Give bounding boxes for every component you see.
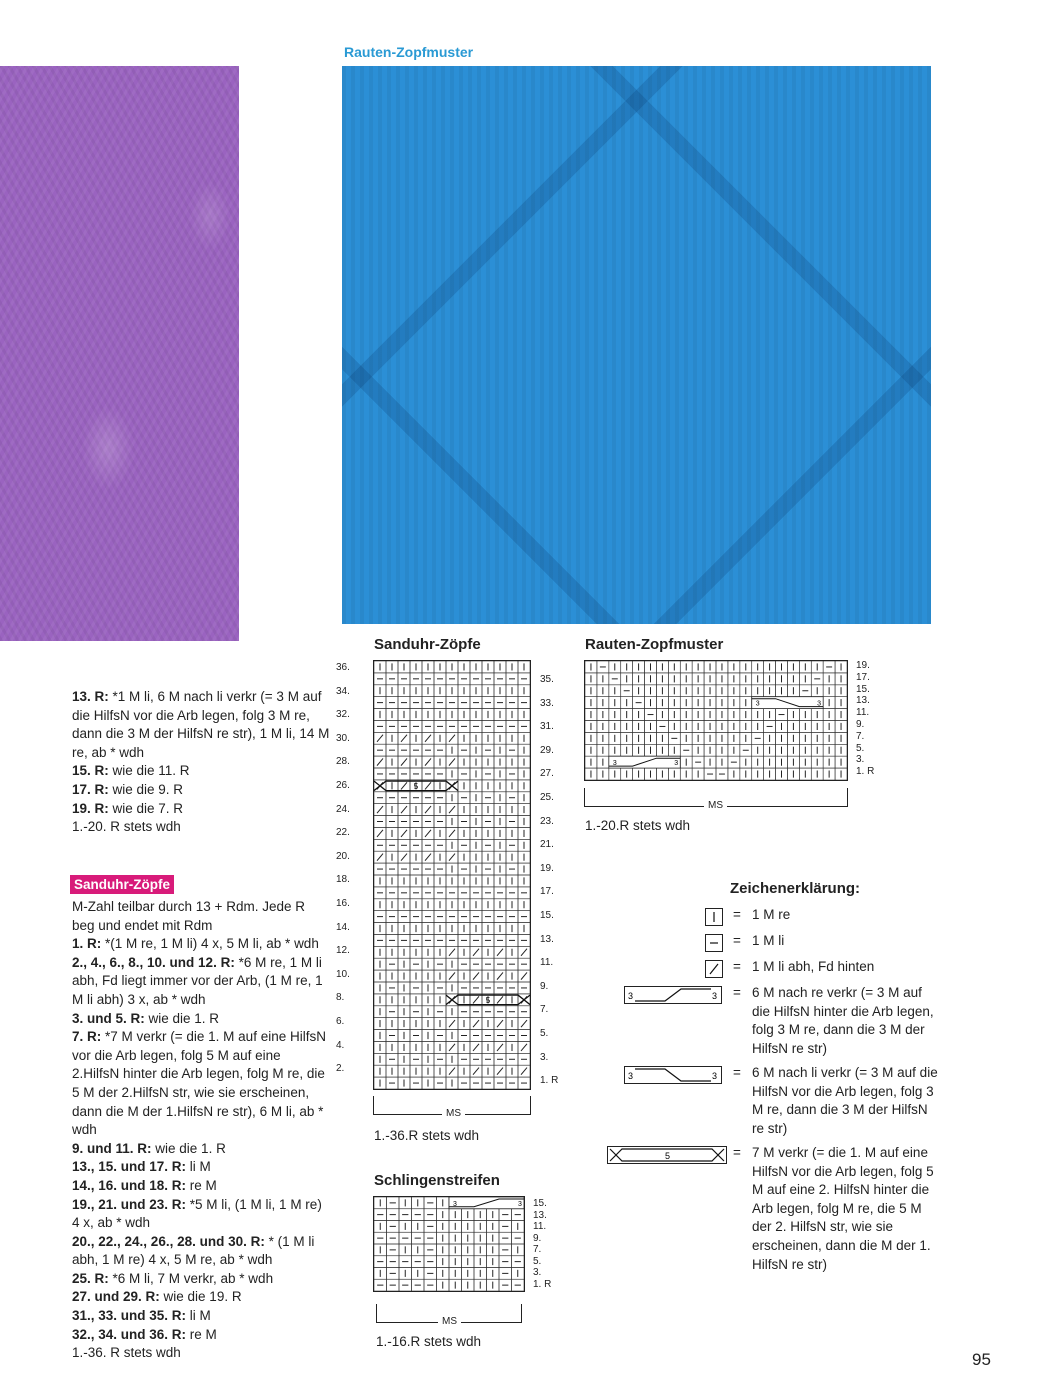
instruction-line bbox=[72, 762, 330, 781]
cable-label: 3 bbox=[712, 991, 718, 1001]
cable-label: 5 bbox=[413, 781, 419, 791]
slip-stitch bbox=[497, 1068, 503, 1075]
instruction-line bbox=[72, 1010, 330, 1029]
instruction-line bbox=[72, 1288, 330, 1307]
row-number: 9. bbox=[533, 1232, 542, 1244]
legend-description: 1 M re bbox=[752, 907, 791, 922]
legend-description: 6 M nach re verkr (= 3 M auf die HilfsN hinter die Arb legen, folg 3 M re, dann die 3 M der HilfsN re str) bbox=[752, 985, 934, 1056]
row-label: 17. R: bbox=[72, 781, 109, 797]
instruction-text: *1 M li, 6 M nach li verkr (= 3 M auf die HilfsN vor die Arb legen, folg 3 M re, dann die 3 M der HilfsN re str), 1 M li, 14 M re, ab * wdh bbox=[72, 689, 330, 760]
row-number: 32. bbox=[336, 709, 350, 721]
instruction-line bbox=[72, 781, 330, 800]
row-number: 9. bbox=[540, 980, 549, 992]
legend-equals: = bbox=[733, 907, 741, 922]
row-label: 2., 4., 6., 8., 10. und 12. R: bbox=[72, 954, 235, 970]
slip-stitch bbox=[473, 996, 479, 1003]
row-number: 27. bbox=[540, 768, 554, 780]
slip-stitch bbox=[473, 1020, 479, 1027]
row-number: 13. bbox=[533, 1209, 547, 1221]
cable-label: 5 bbox=[665, 1151, 671, 1161]
legend-heading: Zeichenerklärung: bbox=[730, 880, 861, 897]
page-number: 95 bbox=[972, 1350, 991, 1369]
row-number: 34. bbox=[336, 685, 350, 697]
slip-stitch bbox=[401, 854, 407, 861]
slip-stitch bbox=[497, 996, 503, 1003]
slip-stitch bbox=[377, 806, 383, 813]
cable-label: 3 bbox=[674, 760, 679, 768]
knit-photo-rauten bbox=[342, 66, 931, 624]
row-number: 26. bbox=[336, 780, 350, 791]
row-number: 13. bbox=[856, 695, 870, 707]
row-number: 8. bbox=[336, 992, 345, 1004]
instruction-text: wie die 7. R bbox=[108, 800, 184, 816]
row-number: 5. bbox=[540, 1028, 549, 1039]
instruction-line bbox=[72, 1177, 330, 1196]
row-label: 27. und 29. R: bbox=[72, 1289, 160, 1305]
instruction-line bbox=[72, 1307, 330, 1326]
row-label: 13. R: bbox=[72, 689, 109, 704]
instruction-line bbox=[72, 1028, 330, 1140]
row-label: 13., 15. und 17. R: bbox=[72, 1159, 187, 1175]
instruction-line bbox=[72, 1158, 330, 1177]
instruction-text: wie die 11. R bbox=[108, 763, 190, 779]
legend-equals: = bbox=[733, 933, 741, 948]
slip-symbol-icon bbox=[705, 960, 723, 978]
chart-grid-rauten bbox=[584, 660, 848, 781]
row-number: 4. bbox=[336, 1039, 345, 1051]
row-number: 11. bbox=[533, 1221, 547, 1232]
instructions-sanduhr bbox=[72, 898, 330, 1363]
row-label: 19. R: bbox=[72, 800, 109, 816]
legend-description: 7 M verkr (= die 1. M auf eine HilfsN vor die Arb legen, folg 5 M auf eine 2. HilfsN hinter die Arb legen, folg M re, die 5 M der 2. HilfsN str, wie sie erscheinen, dann die M der 1. HilfsN re str) bbox=[752, 1145, 934, 1272]
row-label: 32., 34. und 36. R: bbox=[72, 1326, 187, 1342]
slip-stitch bbox=[521, 972, 527, 979]
instruction-text: 1.-36. R stets wdh bbox=[72, 1345, 181, 1361]
legend-equals: = bbox=[733, 1065, 741, 1080]
row-number: 35. bbox=[540, 674, 554, 685]
slip-stitch bbox=[449, 830, 455, 837]
slip-stitch bbox=[425, 735, 431, 742]
instruction-text: *6 M re, 1 M li abh, Fd liegt immer vor der Arb, (1 M re, 1 M li abh) 3 x, ab * wdh bbox=[72, 954, 323, 1007]
row-number: 3. bbox=[533, 1267, 542, 1278]
cable-right-symbol-icon bbox=[624, 986, 722, 1004]
instruction-text: li M bbox=[186, 1159, 211, 1175]
ms-label-sanduhr: MS bbox=[442, 1108, 465, 1119]
row-number: 7. bbox=[533, 1244, 542, 1255]
slip-stitch bbox=[425, 758, 431, 765]
slip-stitch bbox=[401, 782, 407, 789]
instruction-text: re M bbox=[186, 1177, 217, 1193]
slip-stitch bbox=[401, 806, 407, 813]
slip-stitch bbox=[497, 1044, 503, 1051]
row-number: 17. bbox=[856, 671, 870, 683]
instruction-text: li M bbox=[186, 1308, 211, 1324]
cable-label: 3 bbox=[755, 700, 760, 708]
row-number: 22. bbox=[336, 827, 350, 839]
slip-stitch bbox=[449, 1020, 455, 1027]
cable-label: 3 bbox=[518, 1200, 522, 1208]
row-number: 30. bbox=[336, 732, 350, 744]
row-number: 15. bbox=[856, 683, 870, 695]
instruction-line bbox=[72, 954, 330, 1010]
slip-stitch bbox=[449, 1068, 455, 1075]
row-number: 1. R bbox=[856, 766, 875, 778]
row-number: 15. bbox=[540, 910, 554, 921]
row-number: 2. bbox=[336, 1063, 345, 1075]
row-number: 9. bbox=[856, 719, 865, 730]
instruction-text: *5 M li, (1 M li, 1 M re) 4 x, ab * wdh bbox=[72, 1196, 322, 1231]
slip-stitch bbox=[425, 782, 431, 789]
slip-stitch bbox=[521, 1020, 527, 1027]
row-number: 19. bbox=[540, 862, 554, 874]
row-label: 20., 22., 24., 26., 28. und 30. R: bbox=[72, 1233, 265, 1249]
row-number: 31. bbox=[540, 721, 554, 733]
instruction-text: 1.-20. R stets wdh bbox=[72, 819, 181, 835]
instruction-text: wie die 9. R bbox=[108, 781, 184, 797]
row-label: 31., 33. und 35. R: bbox=[72, 1308, 187, 1324]
slip-stitch bbox=[425, 854, 431, 861]
legend-equals: = bbox=[733, 959, 741, 974]
instruction-line bbox=[72, 800, 330, 819]
instruction-line bbox=[72, 688, 330, 762]
cable-label: 5 bbox=[485, 995, 491, 1005]
slip-stitch bbox=[377, 735, 383, 742]
purl-symbol-icon bbox=[705, 934, 723, 952]
instruction-line bbox=[72, 1233, 330, 1270]
cable-label: 3 bbox=[817, 700, 822, 708]
row-number: 3. bbox=[540, 1051, 549, 1063]
instruction-text: * (1 M li abh, 1 M re) 4 x, 5 M re, ab * wdh bbox=[72, 1233, 315, 1268]
cable-label: 3 bbox=[612, 760, 617, 768]
legend-description: 6 M nach li verkr (= 3 M auf die HilfsN vor die Arb legen, folg 3 M re, dann die 3 M der HilfsN re str) bbox=[752, 1065, 938, 1136]
row-number: 3. bbox=[856, 754, 865, 766]
legend-equals: = bbox=[733, 985, 741, 1000]
chart-heading-sanduhr: Sanduhr-Zöpfe bbox=[374, 636, 481, 653]
row-label: 14., 16. und 18. R: bbox=[72, 1177, 187, 1193]
slip-stitch bbox=[497, 949, 503, 956]
cross-7-symbol-icon bbox=[607, 1146, 727, 1164]
instruction-line bbox=[72, 1196, 330, 1233]
slip-stitch bbox=[377, 758, 383, 765]
row-number: 33. bbox=[540, 697, 554, 709]
row-label: 25. R: bbox=[72, 1270, 109, 1286]
slip-stitch bbox=[377, 830, 383, 837]
slip-stitch bbox=[497, 1020, 503, 1027]
cable-label: 3 bbox=[628, 991, 634, 1001]
knit-symbol-icon bbox=[705, 908, 723, 926]
slip-stitch bbox=[473, 972, 479, 979]
row-number: 5. bbox=[533, 1255, 542, 1267]
row-label: 1. R: bbox=[72, 936, 102, 952]
row-number: 12. bbox=[336, 945, 350, 957]
cable-left-symbol-icon bbox=[624, 1066, 722, 1084]
slip-stitch bbox=[473, 1068, 479, 1075]
instruction-text: *(1 M re, 1 M li) 4 x, 5 M li, ab * wdh bbox=[101, 936, 319, 952]
instruction-line bbox=[72, 818, 330, 837]
chart-grid-sanduhr bbox=[373, 660, 531, 1090]
instruction-text: *6 M li, 7 M verkr, ab * wdh bbox=[108, 1270, 274, 1286]
slip-stitch bbox=[377, 854, 383, 861]
row-number: 19. bbox=[856, 660, 870, 671]
legend-description: 1 M li abh, Fd hinten bbox=[752, 959, 875, 974]
chart-heading-schlingen: Schlingenstreifen bbox=[374, 1172, 500, 1189]
row-number: 16. bbox=[336, 898, 350, 909]
slip-stitch bbox=[473, 1044, 479, 1051]
slip-stitch bbox=[521, 1044, 527, 1051]
instruction-text: wie die 1. R bbox=[144, 1010, 220, 1026]
instruction-text: *7 M verkr (= die 1. M auf eine HilfsN vor die Arb legen, folg 5 M auf eine 2.HilfsN hinter die Arb legen, folg M re, die 5 M der 2.HilfsN str, wie sie erscheinen, dann die M der 1.HilfsN re str), 6 M li, ab * wdh bbox=[72, 1029, 326, 1138]
ms-label-schlingen: MS bbox=[438, 1316, 461, 1327]
slip-stitch bbox=[449, 758, 455, 765]
cable-label: 3 bbox=[453, 1200, 457, 1208]
row-number: 25. bbox=[540, 792, 554, 803]
slip-stitch bbox=[401, 735, 407, 742]
row-number: 7. bbox=[540, 1004, 549, 1016]
instruction-line bbox=[72, 1140, 330, 1159]
instruction-text: wie die 19. R bbox=[159, 1289, 242, 1305]
row-number: 1. R bbox=[540, 1075, 559, 1087]
slip-stitch bbox=[449, 972, 455, 979]
instruction-line bbox=[72, 1344, 330, 1363]
instruction-line bbox=[72, 898, 330, 935]
slip-stitch bbox=[449, 949, 455, 956]
instruction-text: M-Zahl teilbar durch 13 + Rdm. Jede R beg und endet mit Rdm bbox=[72, 899, 305, 933]
slip-stitch bbox=[521, 949, 527, 956]
section-badge-sanduhr: Sanduhr-Zöpfe bbox=[70, 875, 174, 894]
row-number: 6. bbox=[336, 1016, 345, 1027]
instruction-text: re M bbox=[186, 1326, 217, 1342]
slip-stitch bbox=[401, 758, 407, 765]
instruction-line bbox=[72, 1270, 330, 1289]
row-number: 10. bbox=[336, 968, 350, 980]
slip-stitch bbox=[449, 806, 455, 813]
slip-stitch bbox=[521, 1068, 527, 1075]
row-number: 11. bbox=[540, 957, 554, 969]
ms-label-rauten: MS bbox=[704, 800, 727, 811]
row-label: 7. R: bbox=[72, 1029, 102, 1045]
row-number: 14. bbox=[336, 921, 350, 933]
slip-stitch bbox=[401, 830, 407, 837]
row-number: 20. bbox=[336, 850, 350, 862]
knit-photo-sanduhr bbox=[0, 66, 239, 641]
slip-stitch bbox=[449, 854, 455, 861]
cable-label: 3 bbox=[712, 1071, 718, 1081]
slip-stitch bbox=[497, 972, 503, 979]
chart-heading-rauten: Rauten-Zopfmuster bbox=[585, 636, 724, 653]
row-number: 28. bbox=[336, 756, 350, 768]
row-number: 36. bbox=[336, 662, 350, 673]
row-number: 1. R bbox=[533, 1278, 552, 1290]
chart-grid-schlingen bbox=[373, 1196, 525, 1292]
row-label: 19., 21. und 23. R: bbox=[72, 1196, 187, 1212]
cable-label: 3 bbox=[628, 1071, 634, 1081]
row-number: 11. bbox=[856, 707, 870, 719]
row-number: 23. bbox=[540, 815, 554, 827]
row-label: 9. und 11. R: bbox=[72, 1140, 152, 1156]
instruction-line bbox=[72, 1326, 330, 1345]
row-number: 7. bbox=[856, 730, 865, 742]
slip-stitch bbox=[449, 735, 455, 742]
slip-stitch bbox=[425, 830, 431, 837]
row-number: 24. bbox=[336, 803, 350, 815]
slip-stitch bbox=[473, 949, 479, 956]
row-number: 15. bbox=[533, 1198, 547, 1209]
instruction-text: wie die 1. R bbox=[151, 1140, 226, 1156]
legend-equals: = bbox=[733, 1145, 741, 1160]
row-number: 21. bbox=[540, 839, 554, 851]
slip-stitch bbox=[425, 806, 431, 813]
row-label: 15. R: bbox=[72, 763, 109, 779]
row-label: 3. und 5. R: bbox=[72, 1010, 145, 1026]
repeat-note-schlingen: 1.-16.R stets wdh bbox=[376, 1334, 482, 1349]
repeat-note-rauten: 1.-20.R stets wdh bbox=[585, 818, 691, 833]
pattern-title-rauten: Rauten-Zopfmuster bbox=[344, 44, 474, 60]
instruction-line bbox=[72, 935, 330, 954]
repeat-note-sanduhr: 1.-36.R stets wdh bbox=[374, 1128, 480, 1143]
row-number: 5. bbox=[856, 742, 865, 754]
row-number: 13. bbox=[540, 933, 554, 945]
row-number: 29. bbox=[540, 744, 554, 756]
legend-description: 1 M li bbox=[752, 933, 785, 948]
slip-stitch bbox=[449, 1044, 455, 1051]
instructions-continuation bbox=[72, 688, 330, 837]
row-number: 18. bbox=[336, 874, 350, 886]
row-number: 17. bbox=[540, 886, 554, 898]
